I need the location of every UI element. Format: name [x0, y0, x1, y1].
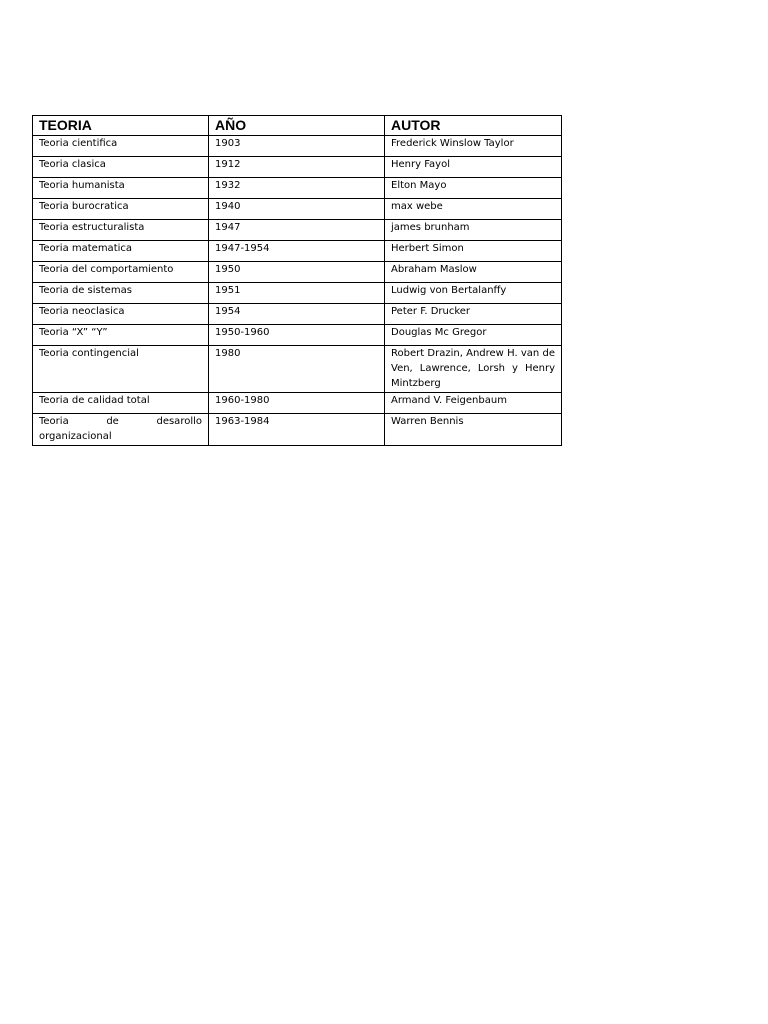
table-row: [33, 220, 562, 241]
cell-autor: Herbert Simon: [385, 241, 562, 262]
table-row: [33, 178, 562, 199]
cell-teoria: Teoria de calidad total: [33, 393, 209, 414]
table-header: [33, 116, 562, 136]
cell-autor: max webe: [385, 199, 562, 220]
cell-autor: Abraham Maslow: [385, 262, 562, 283]
cell-teoria: Teoria “X” “Y”: [33, 325, 209, 346]
cell-teoria: Teoria cientifica: [33, 136, 209, 157]
cell-teoria: Teoria estructuralista: [33, 220, 209, 241]
cell-ano: 1960-1980: [209, 393, 385, 414]
cell-teoria: Teoria burocratica: [33, 199, 209, 220]
header-ano: AÑO: [209, 116, 385, 136]
cell-ano: 1940: [209, 199, 385, 220]
cell-autor: Robert Drazin, Andrew H. van de Ven, Lawrence, Lorsh y Henry Mintzberg: [385, 346, 562, 393]
cell-autor: Douglas Mc Gregor: [385, 325, 562, 346]
table-row: [33, 283, 562, 304]
cell-autor: james brunham: [385, 220, 562, 241]
table-row: [33, 262, 562, 283]
cell-autor: Armand V. Feigenbaum: [385, 393, 562, 414]
cell-teoria: Teoria clasica: [33, 157, 209, 178]
table-body: [33, 136, 562, 446]
cell-ano: 1947: [209, 220, 385, 241]
cell-teoria: Teoria humanista: [33, 178, 209, 199]
cell-ano: 1950-1960: [209, 325, 385, 346]
cell-teoria: Teoria contingencial: [33, 346, 209, 393]
cell-teoria: Teoria matematica: [33, 241, 209, 262]
cell-teoria: Teoria neoclasica: [33, 304, 209, 325]
table-row: [33, 241, 562, 262]
theories-table: [32, 115, 562, 446]
cell-ano: 1912: [209, 157, 385, 178]
cell-teoria: Teoria del comportamiento: [33, 262, 209, 283]
cell-ano: 1932: [209, 178, 385, 199]
table-row: [33, 393, 562, 414]
header-teoria: TEORIA: [33, 116, 209, 136]
cell-ano: 1903: [209, 136, 385, 157]
header-autor: AUTOR: [385, 116, 562, 136]
cell-autor: Ludwig von Bertalanffy: [385, 283, 562, 304]
table-row: [33, 157, 562, 178]
table-row: [33, 199, 562, 220]
cell-autor: Henry Fayol: [385, 157, 562, 178]
cell-ano: 1950: [209, 262, 385, 283]
table-row: [33, 136, 562, 157]
cell-ano: 1947-1954: [209, 241, 385, 262]
cell-teoria: Teoria de desarollo organizacional: [33, 414, 209, 446]
table-row: [33, 325, 562, 346]
cell-autor: Warren Bennis: [385, 414, 562, 446]
header-row: [33, 116, 562, 136]
cell-autor: Elton Mayo: [385, 178, 562, 199]
cell-autor: Peter F. Drucker: [385, 304, 562, 325]
table-row: [33, 414, 562, 446]
cell-autor: Frederick Winslow Taylor: [385, 136, 562, 157]
cell-ano: 1954: [209, 304, 385, 325]
cell-ano: 1951: [209, 283, 385, 304]
table-row: [33, 346, 562, 393]
cell-teoria: Teoria de sistemas: [33, 283, 209, 304]
cell-ano: 1963-1984: [209, 414, 385, 446]
cell-ano: 1980: [209, 346, 385, 393]
table-row: [33, 304, 562, 325]
